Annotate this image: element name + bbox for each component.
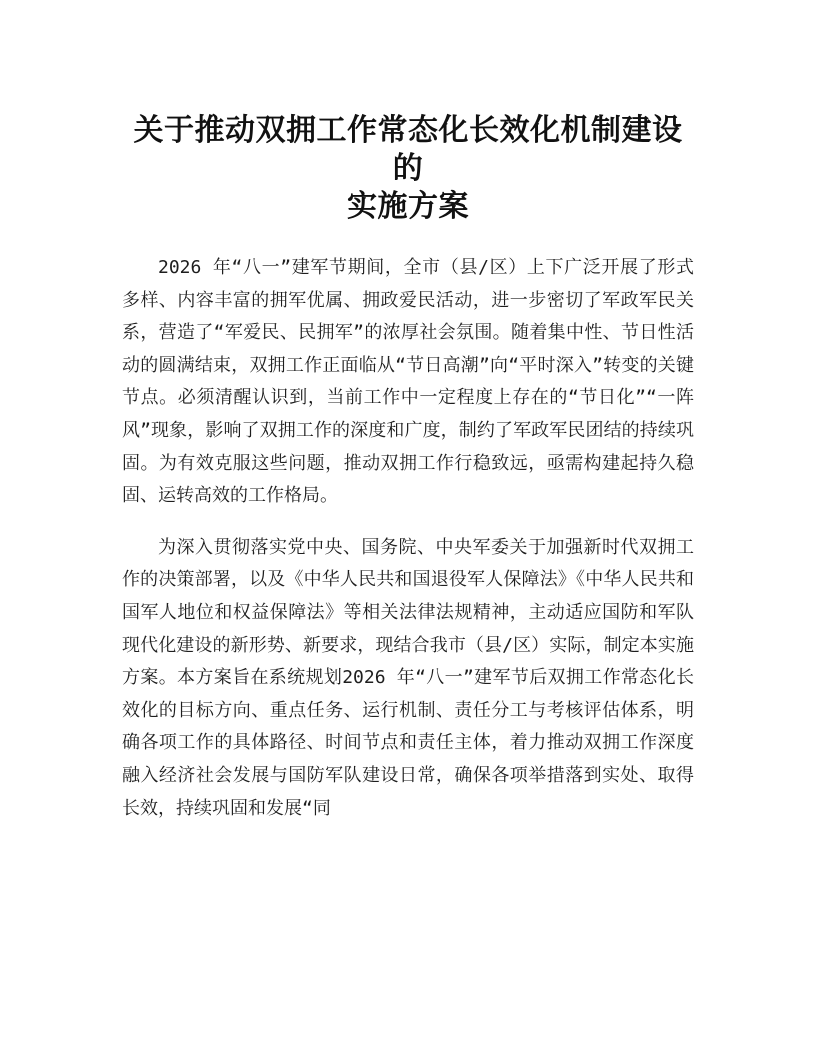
paragraph-1: 2026 年“八一”建军节期间，全市（县/区）上下广泛开展了形式多样、内容丰富的拥军优属、拥政爱民活动，进一步密切了军政军民关系，营造了“军爱民、民拥军”的浓厚社会氛围。随着集中性、节日性活动的圆满结束，双拥工作正面临从“节日高潮”向“平时深入”转变的关键节点。必须清醒认识到，当前工作中一定程度上存在的“节日化”“一阵风”现象，影响了双拥工作的深度和广度，制约了军政军民团结的持续巩固。为有效克服这些问题，推动双拥工作行稳致远，亟需构建起持久稳固、运转高效的工作格局。 bbox=[122, 257, 694, 507]
title-line-2: 实施方案 bbox=[347, 189, 469, 224]
title-line-1: 关于推动双拥工作常态化长效化机制建设的 bbox=[133, 113, 683, 186]
paragraph-2: 为深入贯彻落实党中央、国务院、中央军委关于加强新时代双拥工作的决策部署，以及《中华人民共和国退役军人保障法》《中华人民共和国军人地位和权益保障法》等相关法律法规精神，主动适应国防和军队现代化建设的新形势、新要求，现结合我市（县/区）实际，制定本实施方案。本方案旨在系统规划2026 年“八一”建军节后双拥工作常态化长效化的目标方向、重点任务、运行机制、责任分工与考核评估体系，明确各项工作的具体路径、时间节点和责任主体，着力推动双拥工作深度融入经济社会发展与国防军队建设日常，确保各项举措落到实处、取得长效，持续巩固和发展“同 bbox=[122, 536, 694, 819]
document-body bbox=[122, 252, 694, 825]
document-title bbox=[122, 112, 694, 226]
